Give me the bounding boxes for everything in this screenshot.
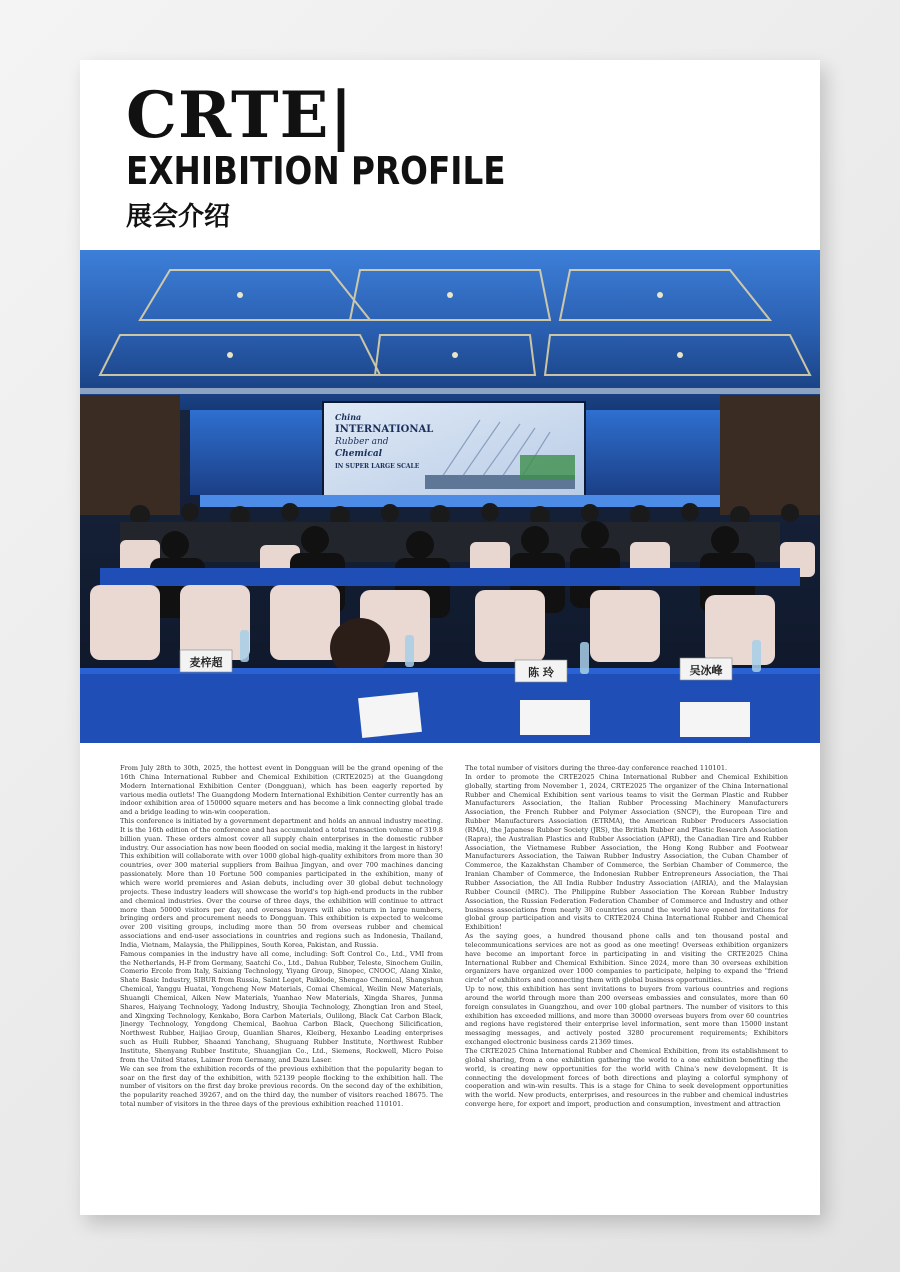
name-card-1: 麦梓超	[189, 656, 223, 669]
name-card-2: 陈 玲	[528, 666, 554, 679]
screen-text-line3: Rubber and	[335, 437, 389, 447]
article-paragraph: As the saying goes, a hundred thousand phone calls and ten thousand postal and telecommunications services are not as good as one meeting! Overseas exhibition organizers have become an important force in participating in and visiting the CRTE2025 China International Rubber and Chemical Exhibition. Since 2024, more than 30 overseas exhibition organizers have organized over 1000 companies to participate, helping to expand the "friend circle" of exhibitors and connecting them with global business opportunities.	[465, 932, 788, 985]
article-paragraph: From July 28th to 30th, 2025, the hottest event in Dongguan will be the grand opening of the 16th China International Rubber and Chemical Exhibition (CRTE2025) at the Guangdong Modern International Exhibition Center (Dongguan), which has been eagerly reported by various media outlets! The Guangdong Modern International Exhibition Center currently has an indoor exhibition area of 150000 square meters and has become a link connecting global trade and a bridge leading to win-win cooperation.	[120, 764, 443, 817]
page-title: CRTE|	[126, 78, 354, 153]
name-card-3: 吴冰峰	[689, 664, 723, 677]
screen-text-line5: IN SUPER LARGE SCALE	[335, 463, 420, 470]
screen-text-line4: Chemical	[335, 449, 383, 459]
article-column-left	[120, 764, 443, 1210]
article-paragraph: Up to now, this exhibition has sent invitations to buyers from various countries and regions around the world through more than 200 overseas embassies and consulates, more than 60 foreign consulates in Guangzhou, and over 100 global partners. The number of visitors to this exhibition has exceeded millions, and more than 30000 overseas buyers from over 60 countries and regions have registered their enterprise level information, sent more than 15000 instant messaging messages, and actively posted 3280 procurement requirements; Exhibitors exchanged electronic business cards 21369 times.	[465, 985, 788, 1047]
article-paragraph: The total number of visitors during the three-day conference reached 110101.	[465, 764, 728, 772]
article-paragraph: This exhibition will collaborate with over 1000 global high-quality exhibitors from more than 30 countries, over 300 material suppliers from Baihua Jingyan, and over 700 machines dancing passionately. More than 10 Fortune 500 companies participated in the exhibition, many of which were world premieres and Asian debuts, including over 30 global debut technology projects. These industry leaders will showcase the world's top high-end products in the rubber and chemical industries. Over the course of three days, the exhibition will continue to attract more than 50000 visitors per day, and overseas buyers will also return in large numbers, bringing orders and procurement needs to Dongguan. This exhibition is expected to welcome over 200 visiting groups, including more than 50 from overseas rubber and chemical associations and end-user associations in countries and regions such as Indonesia, Thailand, India, Vietnam, Malaysia, the Philippines, South Korea, Pakistan, and Russia.	[120, 852, 443, 949]
article-columns	[120, 764, 788, 1210]
article-paragraph: Famous companies in the industry have all come, including: Soft Control Co., Ltd., VMI from the Netherlands, H-F from Germany, Saatchi Co., Ltd., Dahua Rubber, Teleste, Sinochem Guilin, Comerio Ercole from Italy, Saixiang Technology, Yiyang Group, Sinopec, CNOOC, Alang Xinke, Shate Basic Industry, SIBUR from Russia, Saint Leget, Paiklode, Shengao Chemical, Shangshun Chemical, Yanggu Huatai, Yongcheng New Materials, Comai Chemical, Weilin New Materials, Shuangli Chemical, Aiken New Materials, Yuanhao New Materials, Xingda Shares, Junma Shares, Haiyang Technology, Yadong Industry, Shoujia Technology, Zhongtian Iron and Steel, and Xingxing Technology, Kenkabo, Bora Carbon Materials, Oulilong, Black Cat Carbon Black, Jinergy Technology, Yongdong Chemical, Baohua Carbon Black, Quechong Silicification, Northwest Rubber, Haijiao Group, Guanlian Shares, Kleiberg, Hexanbo Leading enterprises such as Huili Rubber, Shaanxi Yanchang, Shuguang Rubber Institute, Northwest Rubber Institute, Shenyang Rubber Institute, Shuangjian Co., Ltd., Siemens, Rockwell, Micro Poise from the United States, Laimer from Germany, and Dazu Laser.	[120, 949, 443, 1064]
article-paragraph: This conference is initiated by a government department and holds an annual industry meeting. It is the 16th edition of the conference and has accumulated a total transaction volume of 319.8 billion yuan. These orders almost cover all supply chain enterprises in the domestic rubber industry. Our association has now been flooded on social media, making it the largest in history!	[120, 817, 443, 852]
page-subtitle: EXHIBITION PROFILE	[126, 149, 506, 193]
article-paragraph: The CRTE2025 China International Rubber and Chemical Exhibition, from its establishment to global sharing, from a one exhibition gathering the world to a one exhibition benefiting the world, is creating new opportunities for the world with China's new development. It is connecting the development forces of both directions and playing a colorful symphony of cooperation and win-win results. This is a stage for China to seek development opportunities with the world. New products, enterprises, and resources in the rubber and chemical industries converge here, for export and import, production and consumption, investment and attraction	[465, 1047, 788, 1109]
article-paragraph: We can see from the exhibition records of the previous exhibition that the popularity began to soar on the first day of the exhibition, with 52139 people flocking to the exhibition hall. The number of visitors on the first day broke previous records. On the second day of the exhibition, the popularity reached 39267, and on the third day, the number of visitors reached 18675. The total number of visitors in the three days of the previous exhibition reached 110101.	[120, 1064, 443, 1109]
article-paragraph: In order to promote the CRTE2025 China International Rubber and Chemical Exhibition globally, starting from November 1, 2024, CRTE2025 The organizer of the China International Rubber and Chemical Exhibition sent various teams to visit the German Plastic and Rubber Manufacturers Association, the Italian Rubber Processing Machinery Manufacturers Association, the French Rubber and Polymer Association (SNCP), the European Tire and Rubber Manufacturers Association (ETRMA), the American Rubber Producers Association (RMA), the Japanese Rubber Society (JRS), the British Rubber and Plastic Research Association (Rapra), the Australian Plastics and Rubber Association (APRI), the Canadian Tire and Rubber Association, the Vietnamese Rubber Association, the Hong Kong Rubber and Footwear Manufacturers Association, the Taiwan Rubber Industry Association, the Cuban Chamber of Commerce, the Kazakhstan Chamber of Commerce, the Serbian Chamber of Commerce, the Iranian Chamber of Commerce, the Indonesian Rubber Entrepreneurs Association, the Thai Rubber Association, the All India Rubber Industry Association (AIRIA), and the Malaysian Rubber Council (MRC). The Philippine Rubber Association The Korean Rubber Industry Association, the Russian Federation Federation Chamber of Commerce and Industry and other business associations from nearly 30 countries around the world have opened invitations for global group participation and visits to CRTE2024 China International Rubber and Chemical Exhibition!	[465, 772, 788, 932]
conference-photo	[80, 250, 820, 743]
screen-text-line2: INTERNATIONAL	[335, 424, 434, 435]
article-column-right	[465, 764, 788, 1210]
screen-text-line1: China	[335, 412, 362, 422]
page-title-chinese: 展会介绍	[126, 202, 231, 232]
profile-page	[80, 60, 820, 1215]
